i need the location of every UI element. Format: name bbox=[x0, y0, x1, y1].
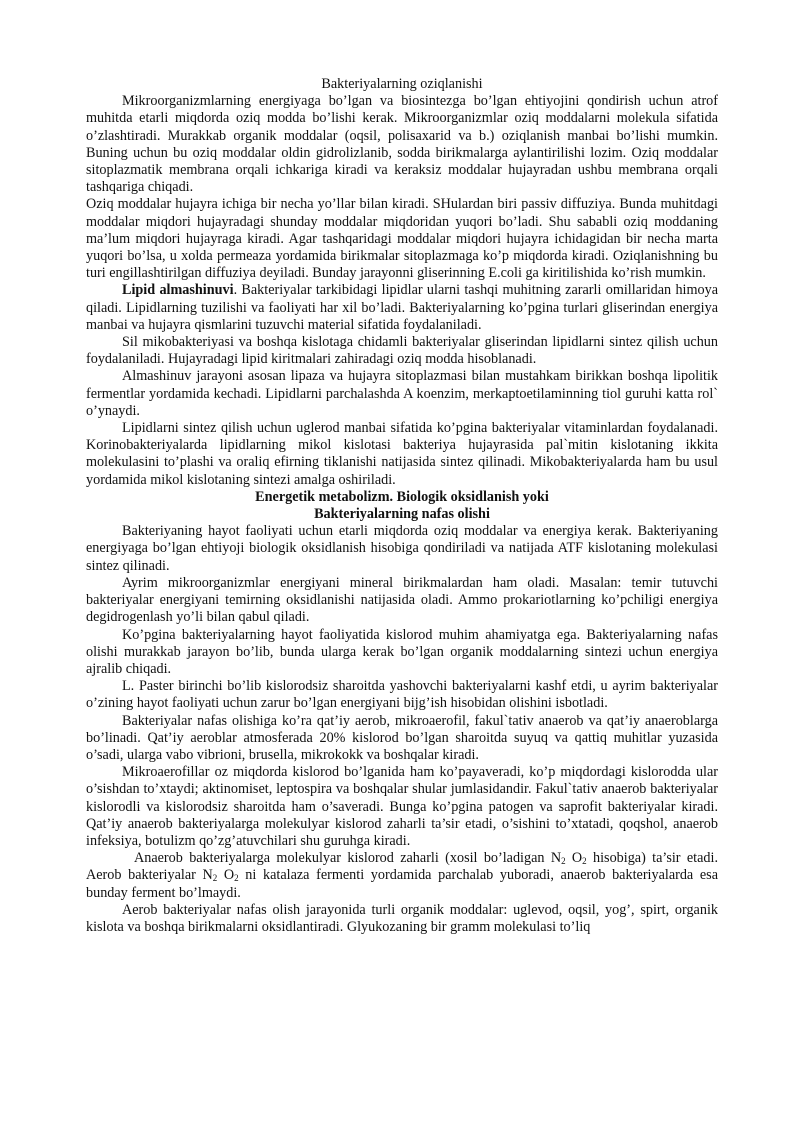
section-heading: Energetik metabolizm. Biologik oksidlanish yoki bbox=[255, 488, 549, 505]
paragraph bbox=[86, 282, 718, 334]
subscript: 2 bbox=[582, 856, 587, 867]
subscript: 2 bbox=[212, 873, 218, 884]
paragraph-text: O bbox=[565, 850, 583, 867]
paragraph: Ko’pgina bakteriyalarning hayot faoliyatida kislorod muhim ahamiyatga ega. Bakteriyalarning nafas olishi murakkab jarayon bo’lib, bunda ularga kerak bo’lgan organik moddalarning sintezi uchun energiya ajralib chiqadi. bbox=[86, 626, 718, 677]
subscript: 2 bbox=[234, 873, 239, 884]
paragraph: Lipidlarni sintez qilish uchun uglerod manbai sifatida ko’pgina bakteriyalar vitaminlardan foydalanadi. Korinobakteriyalarda lipidlarning mikol kislotasi bakteriya hujayrasida pal`mitin kislotaning ikkita molekulasini to’plashi va oraliq efirning tiklanishi natijasida sintez qilinadi. Mikobakteriyalarda ham bu usul yordamida mikol kislotaning sintezi amalga oshiriladi. bbox=[86, 420, 718, 488]
paragraph: Aerob bakteriyalar nafas olish jarayonida turli organik moddalar: uglevod, oqsil, yog’, spirt, organik kislota va boshqa birikmalarni oksidlantiradi. Glyukozaning bir gramm molekulasi to’liq bbox=[86, 901, 718, 935]
paragraph: Oziq moddalar hujayra ichiga bir necha yo’llar bilan kiradi. SHulardan biri passiv diffuziya. Bunda muhitdagi moddalar miqdori hujayradagi shunday moddalar miqdoridan yuqori bo’ladi. Shu sababli oziq moddaning ma’lum miqdori hujayraga kiradi. Agar tashqaridagi moddalar miqdori hujayra ichidagidan bir necha marta yuqori bo’lsa, u xolda permeaza yordamida birikmalar sitoplazmaga ko’p miqdorda kiradi. Oziqlanishning bu turi engillashtirilgan diffuziya deyiladi. Bunday jarayonni gliserinning E.coli ga kiritilishida ko’rish mumkin. bbox=[86, 196, 718, 282]
section-heading-inline: Lipid almashinuvi bbox=[122, 282, 234, 299]
paragraph-text: O bbox=[217, 867, 235, 884]
section-heading: Bakteriyalarning nafas olishi bbox=[314, 506, 490, 523]
paragraph: Mikroaerofillar oz miqdorda kislorod bo’lganida ham ko’payaveradi, ko’p miqdordagi kislorodda ular o’sishdan to’xtaydi; aktinomiset, leptospira va boshqalar shular jumlasidandir. Fakul`tativ anaerob bakteriyalar kislorodli va kislorodsiz sharoitda ham o’saveradi. Bunga ko’pgina patogen va saprofit bakteriyalar kiradi. Qat’iy anaerob bakteriyalarga molekulyar kislorod zaharli ta’sir etadi, o’sishini to’xtatadi, qoqshol, anaerob infeksiya, botulizm qo’zg’atuvchilari shu guruhga kiradi. bbox=[86, 764, 718, 849]
document-title: Bakteriyalarning oziqlanishi bbox=[321, 76, 483, 92]
paragraph: Mikroorganizmlarning energiyaga bo’lgan va biosintezga bo’lgan ehtiyojini qondirish uchun atrof muhitda etarli miqdorda oziq modda bo’lishi kerak. Mikroorganizmlar oziq moddalarni molekula sifatida o’zlashtiradi. Murakkab organik moddalar (oqsil, polisaxarid va b.) oziqlanish manbai bo’lishi mumkin. Buning uchun bu oziq moddalar oldin gidrolizlanib, sodda birikmalarga aylantirilishi lozim. Oziq moddalar sitoplazmatik membrana orqali ichkariga kiradi va keraksiz moddalar hujayradan ushbu membrana orqali tashqariga chiqadi. bbox=[86, 93, 718, 196]
paragraph: Ayrim mikroorganizmlar energiyani mineral birikmalardan ham oladi. Masalan: temir tutuvchi bakteriyalar energiyani temirning oksidlanishi natijasida oladi. Ammo prokariotlarning ko’pchiligi energiya degidrogenlash yo’li bilan qabul qiladi. bbox=[86, 574, 718, 626]
paragraph bbox=[86, 850, 718, 902]
paragraph: Almashinuv jarayoni asosan lipaza va hujayra sitoplazmasi bilan mustahkam birikkan boshqa lipolitik fermentlar yordamida kechadi. Lipidlarni parchalashda A koenzim, merkaptoetilaminning tiol guruhi katta rol` o’ynaydi. bbox=[86, 368, 718, 419]
paragraph-text: ni katalaza fermenti yordamida parchalab yuboradi, anaerob bakteriyalarda esa bunday ferment bo’lmaydi. bbox=[86, 867, 718, 901]
paragraph: Sil mikobakteriyasi va boshqa kislotaga chidamli bakteriyalar gliserindan lipidlarni sintez qilish uchun foydalaniladi. Hujayradagi lipid kiritmalari zahiradagi oziq modda hisoblanadi. bbox=[86, 334, 718, 368]
paragraph-text: . Bakteriyalar tarkibidagi lipidlar ularni tashqi muhitning zararli omillaridan himoya qiladi. Lipidlarning tuzilishi va faoliyati har xil bo’ladi. Bakteriyalarning ko’pgina turlari gliserindan energiya manbai va hujayra qismlarini tuzuvchi material sifatida foydalaniladi. bbox=[86, 282, 718, 333]
subscript: 2 bbox=[561, 856, 566, 867]
paragraph-text: Anaerob bakteriyalarga molekulyar kislorod zaharli (xosil bo’ladigan N bbox=[134, 850, 562, 867]
paragraph: L. Paster birinchi bo’lib kislorodsiz sharoitda yashovchi bakteriyalarni kashf etdi, u ayrim bakteriyalar o’zining hayot faoliyati uchun zarur bo’lgan energiyani bijg’ish hisobidan olishini isbotladi. bbox=[86, 678, 718, 712]
paragraph: Bakteriyaning hayot faoliyati uchun etarli miqdorda oziq moddalar va energiya kerak. Bakteriyaning energiyaga bo’lgan ehtiyoji biologik oksidlanish hisobiga qondiriladi va natijada ATF kislotaning molekulasi sintez qilinadi. bbox=[86, 523, 718, 574]
paragraph-text: hisobiga) ta’sir etadi. Aerob bakteriyalar N bbox=[86, 850, 718, 884]
paragraph: Bakteriyalar nafas olishiga ko’ra qat’iy aerob, mikroaerofil, fakul`tativ anaerob va qat’iy anaeroblarga bo’linadi. Qat’iy aeroblar atmosferada 20% kislorod bo’lgan sharoitda suyuq va qattiq muhitlar yuzasida o’sadi, ularga vabo vibrioni, brusella, mikrokokk va boshqalar kiradi. bbox=[86, 712, 718, 763]
